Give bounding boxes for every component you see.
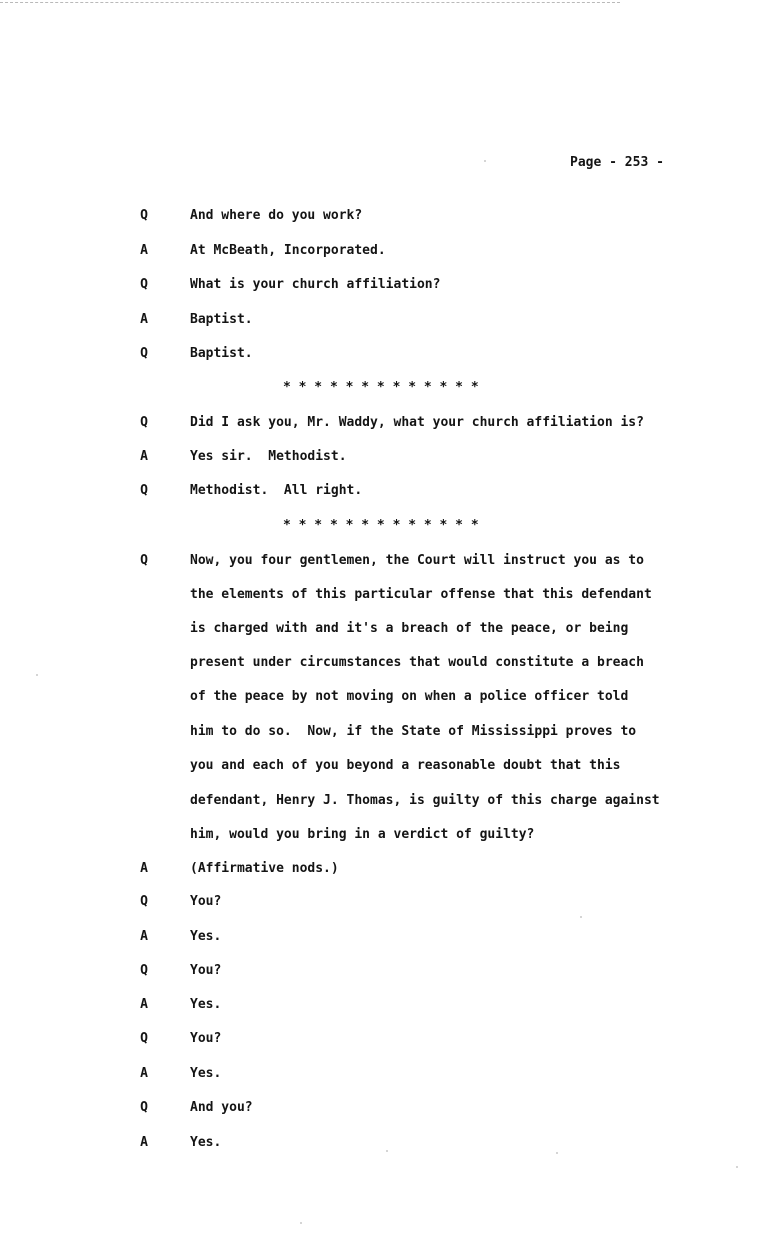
line-text: Yes. — [190, 1066, 222, 1081]
speaker-label: Q — [140, 415, 148, 430]
line-text: Did I ask you, Mr. Waddy, what your church affiliation is? — [190, 415, 644, 430]
line-text: defendant, Henry J. Thomas, is guilty of this charge against — [190, 793, 660, 808]
asterisk-separator: * * * * * * * * * * * * * — [283, 380, 479, 395]
scan-speck — [556, 1152, 558, 1154]
line-text: of the peace by not moving on when a police officer told — [190, 689, 629, 704]
speaker-label: Q — [140, 277, 148, 292]
top-rule — [0, 2, 620, 3]
speaker-label: A — [140, 1066, 148, 1081]
line-text: Yes. — [190, 1135, 222, 1150]
speaker-label: A — [140, 449, 148, 464]
line-text: you and each of you beyond a reasonable doubt that this — [190, 758, 621, 773]
speaker-label: Q — [140, 346, 148, 361]
scan-speck — [36, 674, 38, 676]
line-text: At McBeath, Incorporated. — [190, 243, 386, 258]
asterisk-separator: * * * * * * * * * * * * * — [283, 518, 479, 533]
speaker-label: A — [140, 997, 148, 1012]
speaker-label: Q — [140, 483, 148, 498]
speaker-label: Q — [140, 1031, 148, 1046]
line-text: And where do you work? — [190, 208, 363, 223]
line-text: And you? — [190, 1100, 253, 1115]
speaker-label: Q — [140, 963, 148, 978]
scan-speck — [580, 916, 582, 918]
speaker-label: Q — [140, 894, 148, 909]
scan-speck — [386, 1150, 388, 1152]
line-text: Baptist. — [190, 346, 253, 361]
speaker-label: Q — [140, 1100, 148, 1115]
line-text: him, would you bring in a verdict of guilty? — [190, 827, 535, 842]
line-text: the elements of this particular offense that this defendant — [190, 587, 652, 602]
line-text: him to do so. Now, if the State of Mississippi proves to — [190, 724, 637, 739]
line-text: You? — [190, 963, 222, 978]
line-text: Methodist. All right. — [190, 483, 363, 498]
line-text: Yes. — [190, 997, 222, 1012]
scan-speck — [300, 1222, 302, 1224]
line-text: is charged with and it's a breach of the peace, or being — [190, 621, 629, 636]
scan-speck — [736, 1166, 738, 1168]
line-text: present under circumstances that would constitute a breach — [190, 655, 644, 670]
speaker-label: A — [140, 861, 148, 876]
scan-speck — [484, 160, 486, 162]
speaker-label: A — [140, 312, 148, 327]
page-number: Page - 253 - — [570, 155, 664, 170]
line-text: Now, you four gentlemen, the Court will instruct you as to — [190, 553, 644, 568]
speaker-label: A — [140, 929, 148, 944]
line-text: (Affirmative nods.) — [190, 861, 339, 876]
line-text: You? — [190, 894, 222, 909]
speaker-label: Q — [140, 553, 148, 568]
speaker-label: A — [140, 243, 148, 258]
speaker-label: A — [140, 1135, 148, 1150]
line-text: Yes sir. Methodist. — [190, 449, 347, 464]
speaker-label: Q — [140, 208, 148, 223]
line-text: Baptist. — [190, 312, 253, 327]
line-text: You? — [190, 1031, 222, 1046]
line-text: What is your church affiliation? — [190, 277, 441, 292]
line-text: Yes. — [190, 929, 222, 944]
